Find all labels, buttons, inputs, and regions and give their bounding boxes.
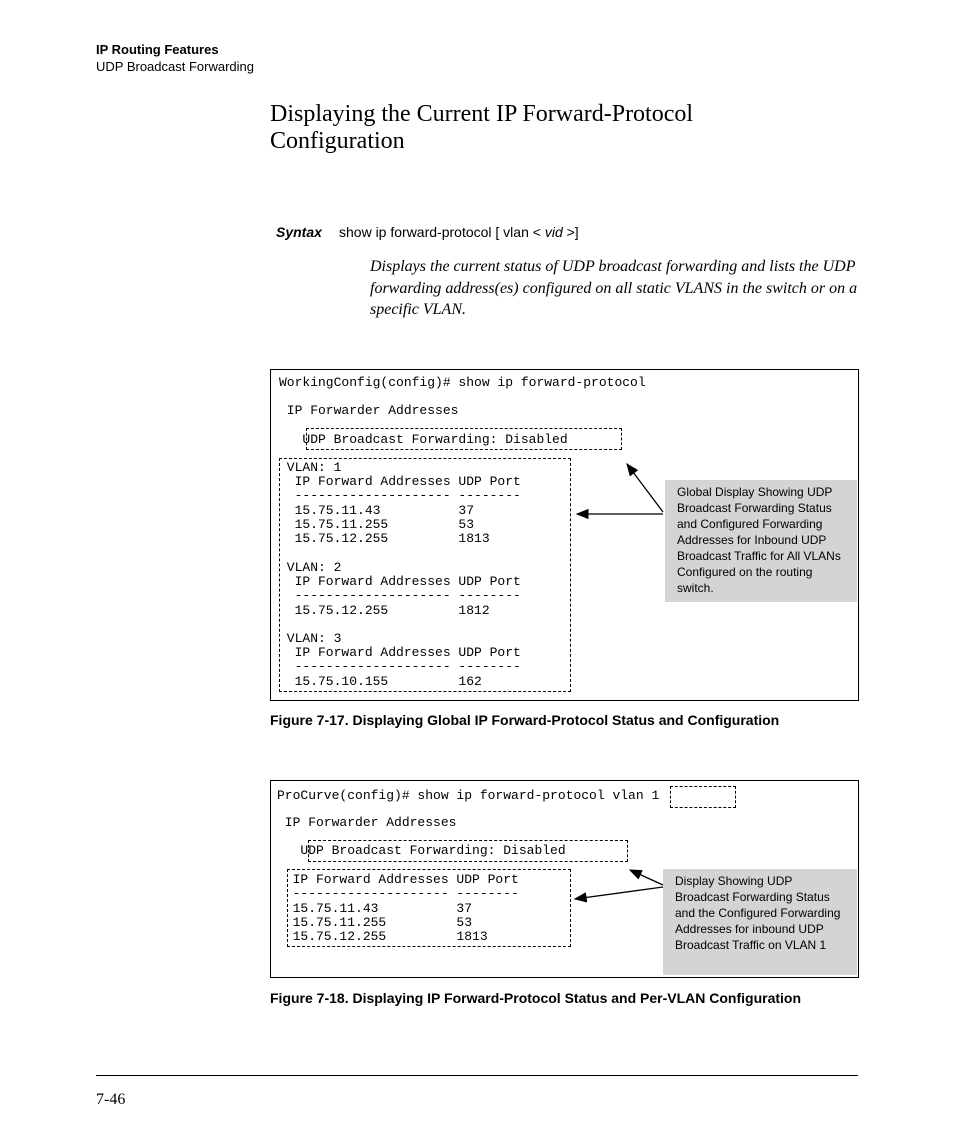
footer-rule [96, 1075, 858, 1076]
callout-arrows [271, 781, 858, 977]
terminal-line: IP Forwarder Addresses [277, 815, 457, 830]
terminal-line: WorkingConfig(config)# show ip forward-protocol [279, 375, 646, 390]
terminal-line: 15.75.11.255 53 [279, 517, 475, 532]
terminal-line: 15.75.10.155 162 [279, 674, 482, 689]
terminal-line: 15.75.11.255 53 [277, 915, 473, 930]
terminal-line: UDP Broadcast Forwarding: Disabled [279, 432, 568, 447]
terminal-line: -------------------- -------- [277, 886, 519, 901]
terminal-line: IP Forward Addresses UDP Port [279, 574, 521, 589]
page-number: 7-46 [96, 1091, 126, 1108]
syntax-command-variable: vid [540, 224, 567, 240]
terminal-line: IP Forward Addresses UDP Port [279, 645, 521, 660]
syntax-command-suffix: >] [566, 224, 579, 240]
figure-per-vlan-forward-protocol [270, 780, 859, 978]
callout-box: Display Showing UDP Broadcast Forwarding Status and the Configured Forwarding Addresses for inbound UDP Broadcast Traffic on VLAN 1 [663, 869, 857, 975]
syntax-command-prefix: show ip forward-protocol [ vlan < [339, 224, 541, 240]
syntax-command [339, 224, 579, 240]
terminal-line: -------------------- -------- [279, 588, 521, 603]
arrow-to-status [630, 870, 663, 885]
arrow-to-table [575, 887, 663, 899]
running-header-chapter: IP Routing Features [96, 42, 219, 57]
terminal-line: IP Forwarder Addresses [279, 403, 459, 418]
figure-caption: Figure 7-17. Displaying Global IP Forward-Protocol Status and Configuration [270, 712, 780, 728]
terminal-line: 15.75.12.255 1812 [279, 603, 490, 618]
terminal-line: VLAN: 2 [279, 560, 342, 575]
figure-caption: Figure 7-18. Displaying IP Forward-Protocol Status and Per-VLAN Configuration [270, 990, 802, 1006]
terminal-line: UDP Broadcast Forwarding: Disabled [277, 843, 566, 858]
terminal-line: IP Forward Addresses UDP Port [279, 474, 521, 489]
syntax-description: Displays the current status of UDP broadcast forwarding and lists the UDP forwarding address(es) configured on all static VLANS in the switch or on a specific VLAN. [370, 258, 858, 318]
terminal-line: IP Forward Addresses UDP Port [277, 872, 519, 887]
terminal-line: ProCurve(config)# show ip forward-protocol vlan 1 [277, 788, 660, 803]
terminal-line: 15.75.12.255 1813 [277, 929, 488, 944]
terminal-line: 15.75.11.43 37 [277, 901, 473, 916]
running-header-section: UDP Broadcast Forwarding [96, 59, 254, 74]
syntax-label: Syntax [276, 224, 322, 240]
terminal-line: 15.75.12.255 1813 [279, 531, 490, 546]
figure-global-forward-protocol [270, 369, 859, 701]
arrow-to-status [627, 464, 663, 512]
terminal-line: VLAN: 3 [279, 631, 342, 646]
terminal-line: VLAN: 1 [279, 460, 342, 475]
section-heading: Displaying the Current IP Forward-Protocol Configuration [270, 101, 694, 154]
callout-box: Global Display Showing UDP Broadcast Forwarding Status and Configured Forwarding Addresses for Inbound UDP Broadcast Traffic for All VLANs Configured on the routing switch. [665, 480, 857, 602]
terminal-line: -------------------- -------- [279, 659, 521, 674]
terminal-line: -------------------- -------- [279, 488, 521, 503]
callout-arrows [271, 370, 858, 700]
terminal-line: 15.75.11.43 37 [279, 503, 475, 518]
